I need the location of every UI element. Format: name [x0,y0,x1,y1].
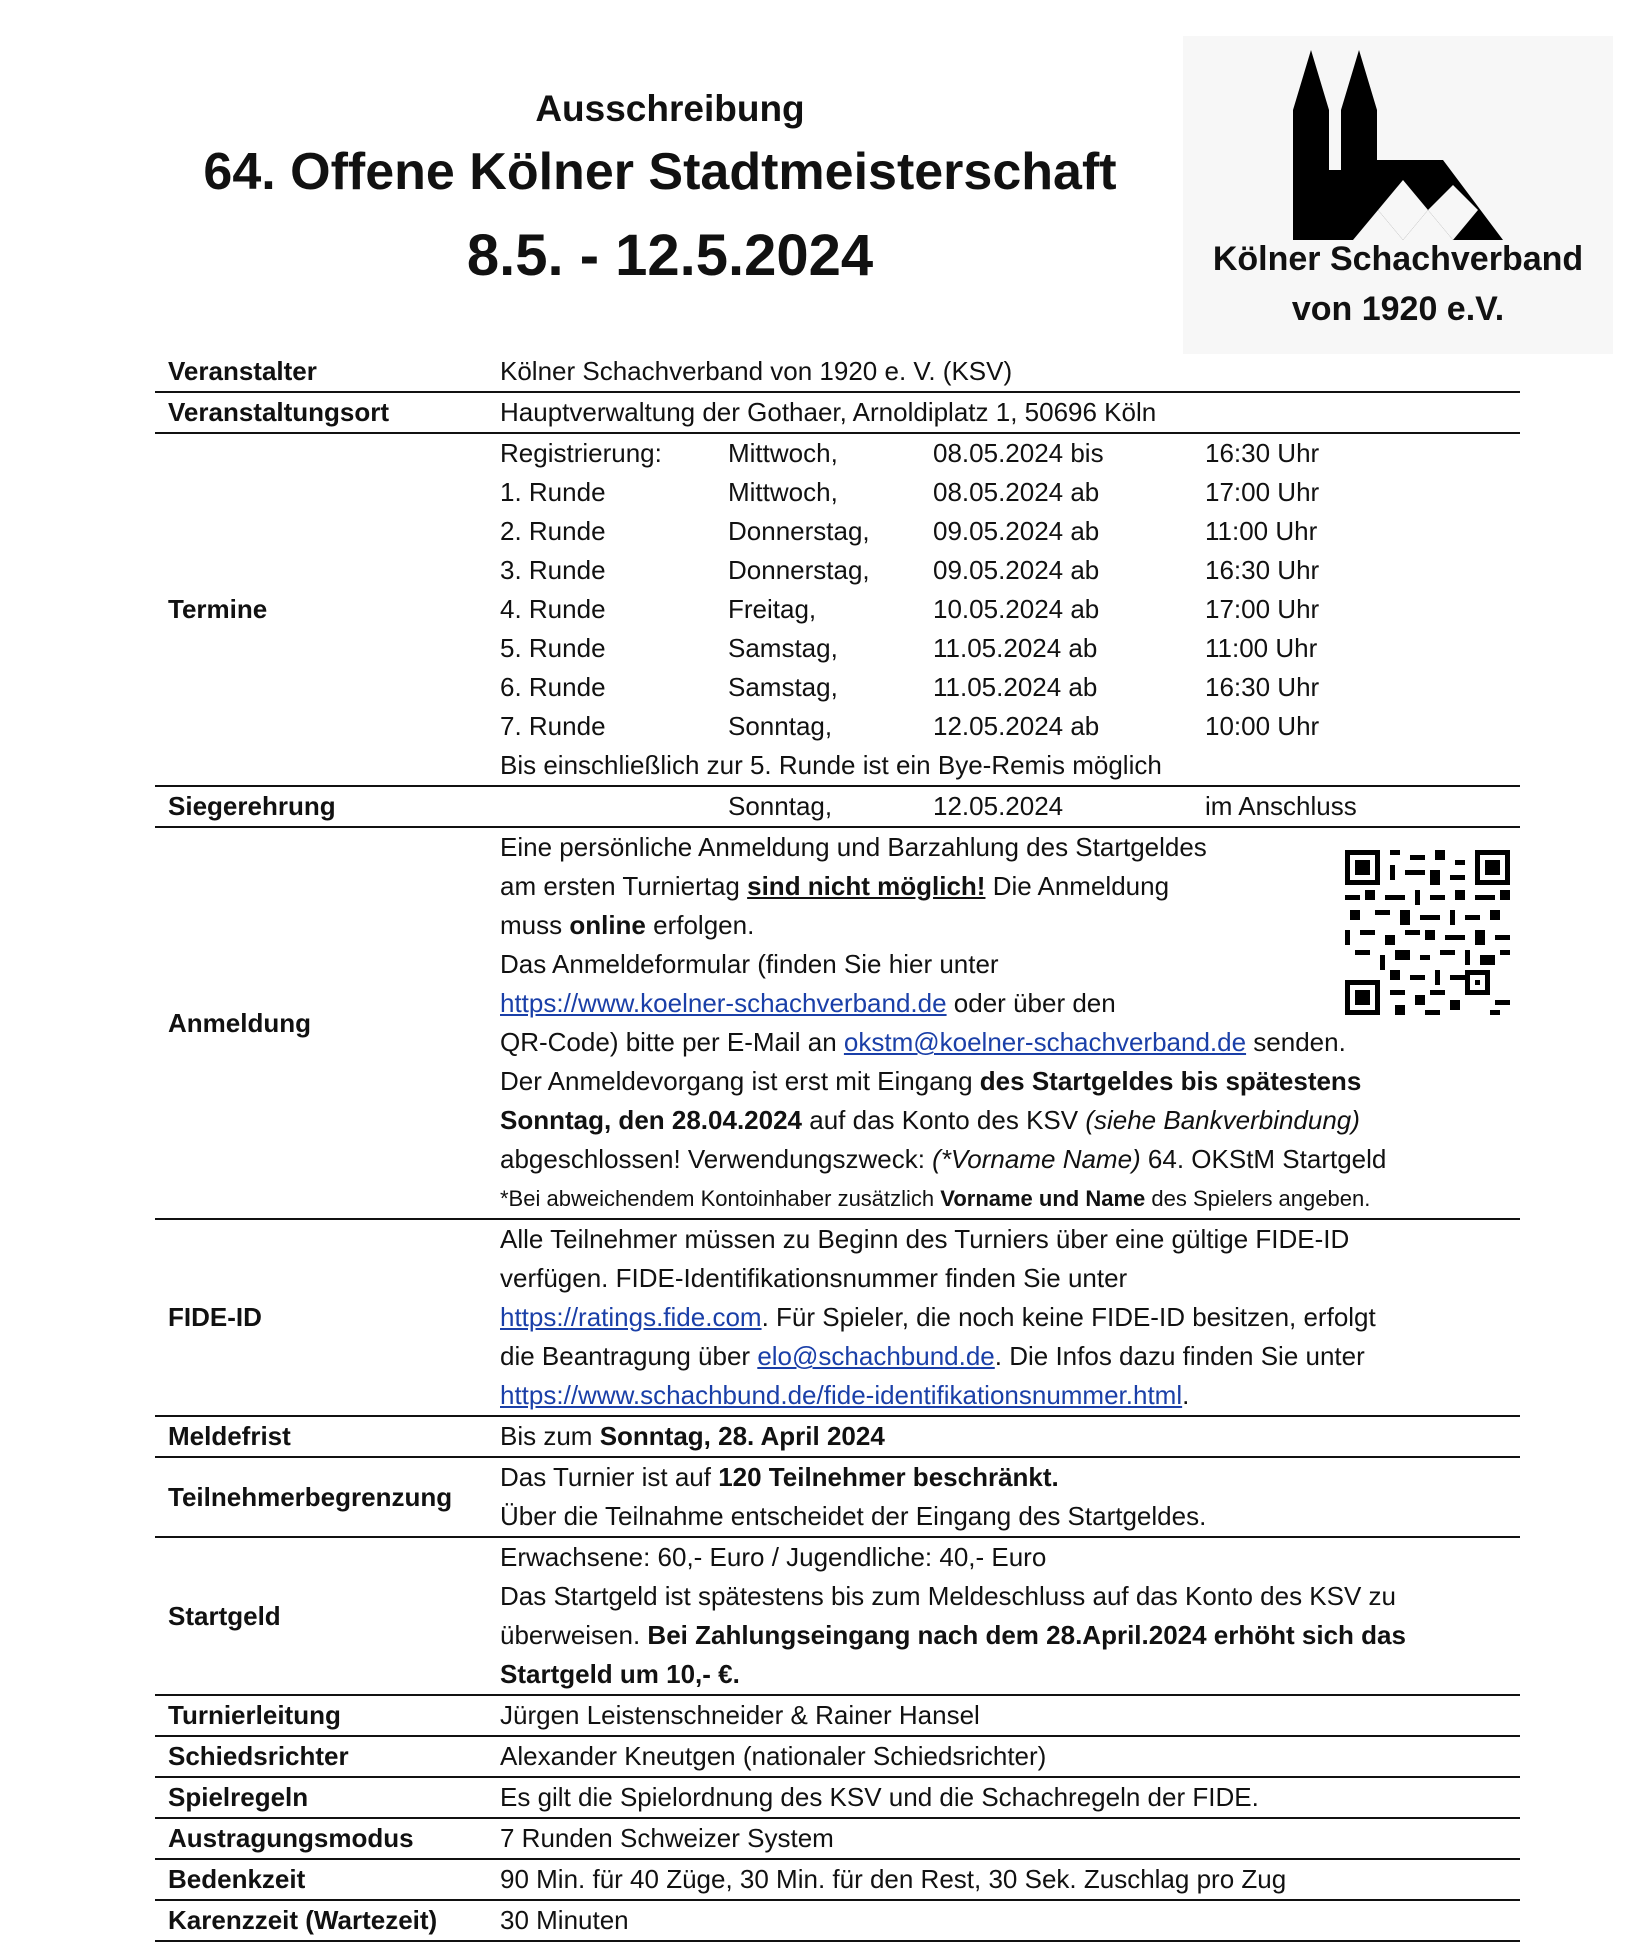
label-startgeld: Startgeld [168,1600,281,1631]
label-fide-id: FIDE-ID [168,1302,262,1332]
fide-ratings-link[interactable]: https://ratings.fide.com [500,1302,762,1332]
label-meldefrist: Meldefrist [168,1421,291,1451]
teilnehmer-text: Das Turnier ist auf 120 Teilnehmer beschränkt. [500,1462,1059,1492]
anmeldung-text: Das Anmeldeformular (finden Sie hier unter [500,949,999,979]
value-schiedsrichter: Alexander Kneutgen (nationaler Schiedsrichter) [500,1741,1047,1771]
value-spielregeln: Es gilt die Spielordnung des KSV und die Schachregeln der FIDE. [500,1782,1259,1812]
row-startgeld [155,1538,1520,1696]
anmeldung-text: muss online erfolgen. [500,910,755,940]
label-karenzzeit: Karenzzeit (Wartezeit) [168,1905,438,1935]
row-fide-id: FIDE-ID Alle Teilnehmer müssen zu Beginn des Turniers über eine gültige FIDE-ID verfügen. FIDE-Identifikationsnummer finden Sie unter https://ratings.fide.com. Für Spieler, die noch keine FIDE-ID besitzen, erfolgt die Beantragung über elo@schachbund.de. Die Infos dazu finden Sie unter https://www.schachbund.de/fide-identifikationsnummer.html. [155,1220,1520,1417]
row-schiedsrichter [155,1737,1520,1778]
value-veranstaltungsort: Hauptverwaltung der Gothaer, Arnoldiplatz 1, 50696 Köln [500,397,1157,427]
schedule-row: 5. Runde Samstag, 11.05.2024 ab 11:00 Uhr [500,633,1318,663]
row-karenzzeit [155,1901,1520,1942]
value-meldefrist: Bis zum Sonntag, 28. April 2024 [500,1421,885,1451]
schedule-row: 4. Runde Freitag, 10.05.2024 ab 17:00 Uhr [500,594,1320,624]
cathedral-chessboard-logo-icon [1293,50,1503,240]
label-siegerehrung: Siegerehrung [168,791,336,821]
value-austragungsmodus: 7 Runden Schweizer System [500,1823,834,1853]
label-veranstalter: Veranstalter [168,356,317,386]
document-title: 64. Offene Kölner Stadtmeisterschaft [203,143,1117,201]
row-turnierleitung [155,1696,1520,1737]
teilnehmer-text: Über die Teilnahme entscheidet der Eingang des Startgeldes. [500,1501,1207,1531]
label-termine: Termine [168,594,268,624]
schedule-row: 3. Runde Donnerstag, 09.05.2024 ab 16:30 Uhr [500,555,1320,585]
siegerehrung-date: 12.05.2024 [933,791,1064,821]
schedule [500,434,1520,785]
ksv-logo [1183,36,1613,354]
tournament-dates: 8.5. - 12.5.2024 [466,223,874,288]
row-teilnehmerbegrenzung [155,1458,1520,1538]
fide-text: Alle Teilnehmer müssen zu Beginn des Turniers über eine gültige FIDE-ID [500,1224,1350,1254]
value-bedenkzeit: 90 Min. für 40 Züge, 30 Min. für den Rest, 30 Sek. Zuschlag pro Zug [500,1864,1287,1894]
anmeldung-text: Eine persönliche Anmeldung und Barzahlung des Startgeldes [500,832,1207,862]
siegerehrung-time: im Anschluss [1205,791,1357,821]
anmeldung-footnote: *Bei abweichendem Kontoinhaber zusätzlich Vorname und Name des Spielers angeben. [500,1186,1371,1211]
schedule-row: 6. Runde Samstag, 11.05.2024 ab 16:30 Uhr [500,672,1320,702]
schachbund-fide-link[interactable]: https://www.schachbund.de/fide-identifikationsnummer.html [500,1380,1183,1410]
schedule-row: 2. Runde Donnerstag, 09.05.2024 ab 11:00 Uhr [500,516,1318,546]
startgeld-text: überweisen. Bei Zahlungseingang nach dem 28.April.2024 erhöht sich das [500,1620,1406,1650]
tender-table [155,352,1520,1942]
elo-email-link[interactable]: elo@schachbund.de [757,1341,995,1371]
row-meldefrist [155,1417,1520,1458]
row-spielregeln [155,1778,1520,1819]
label-anmeldung: Anmeldung [168,1007,311,1038]
qr-code-icon[interactable] [1345,850,1510,1015]
label-spielregeln: Spielregeln [168,1782,309,1812]
anmeldung-text: am ersten Turniertag sind nicht möglich! Die Anmeldung [500,871,1170,901]
value-turnierleitung: Jürgen Leistenschneider & Rainer Hansel [500,1700,980,1730]
label-veranstaltungsort: Veranstaltungsort [168,397,390,427]
row-termine [155,434,1520,787]
schedule-row: 1. Runde Mittwoch, 08.05.2024 ab 17:00 Uhr [500,477,1320,507]
label-austragungsmodus: Austragungsmodus [168,1823,414,1853]
schedule-row: 7. Runde Sonntag, 12.05.2024 ab 10:00 Uhr [500,711,1320,741]
startgeld-text: Startgeld um 10,- €. [500,1659,740,1689]
row-austragungsmodus [155,1819,1520,1860]
row-veranstalter [155,352,1520,393]
startgeld-text: Erwachsene: 60,- Euro / Jugendliche: 40,- Euro [500,1542,1047,1572]
logo-org-name: Kölner Schachverband [1212,240,1584,278]
document-subtitle: Ausschreibung [535,88,805,129]
schedule-row: Registrierung: Mittwoch, 08.05.2024 bis 16:30 Uhr [500,438,1320,468]
label-turnierleitung: Turnierleitung [168,1700,341,1730]
ksv-website-link[interactable]: https://www.koelner-schachverband.de [500,988,947,1018]
row-bedenkzeit [155,1860,1520,1901]
row-veranstaltungsort [155,393,1520,434]
okstm-email-link[interactable]: okstm@koelner-schachverband.de [843,1027,1247,1057]
value-karenzzeit: 30 Minuten [500,1905,629,1935]
fide-text: verfügen. FIDE-Identifikationsnummer finden Sie unter [500,1263,1128,1293]
row-anmeldung: Anmeldung Eine persönliche Anmeldung und Barzahlung des Startgeldes am ersten Turniertag sind nicht möglich! Die Anmeldung muss online erfolgen. Das Anmeldeformular (finden Sie hier unter https://www.koelner-schachverband.de oder über den QR-Code) bitte per E-Mail an okstm@koelner-schachverband.de senden. Der Anmeldevorgang ist erst mit Eingang des Startgeldes bis spätestens Sonntag, den 28.04.2024 auf das Konto des KSV (siehe Bankverbindung) abgeschlossen! Verwendungszweck: (*Vorname Name) 64. OKStM Startgeld *Bei abweichendem Kontoinhaber zusätzlich Vorname und Name des Spielers angeben. [155,828,1520,1220]
bye-note: Bis einschließlich zur 5. Runde ist ein Bye-Remis möglich [500,750,1162,780]
siegerehrung-day: Sonntag, [728,791,833,821]
label-teilnehmerbegrenzung: Teilnehmerbegrenzung [168,1481,453,1512]
row-siegerehrung [155,787,1520,828]
logo-org-year: von 1920 e.V. [1291,290,1505,328]
label-schiedsrichter: Schiedsrichter [168,1741,349,1771]
value-veranstalter: Kölner Schachverband von 1920 e. V. (KSV) [500,356,1013,386]
label-bedenkzeit: Bedenkzeit [168,1864,306,1894]
startgeld-text: Das Startgeld ist spätestens bis zum Meldeschluss auf das Konto des KSV zu [500,1581,1397,1611]
